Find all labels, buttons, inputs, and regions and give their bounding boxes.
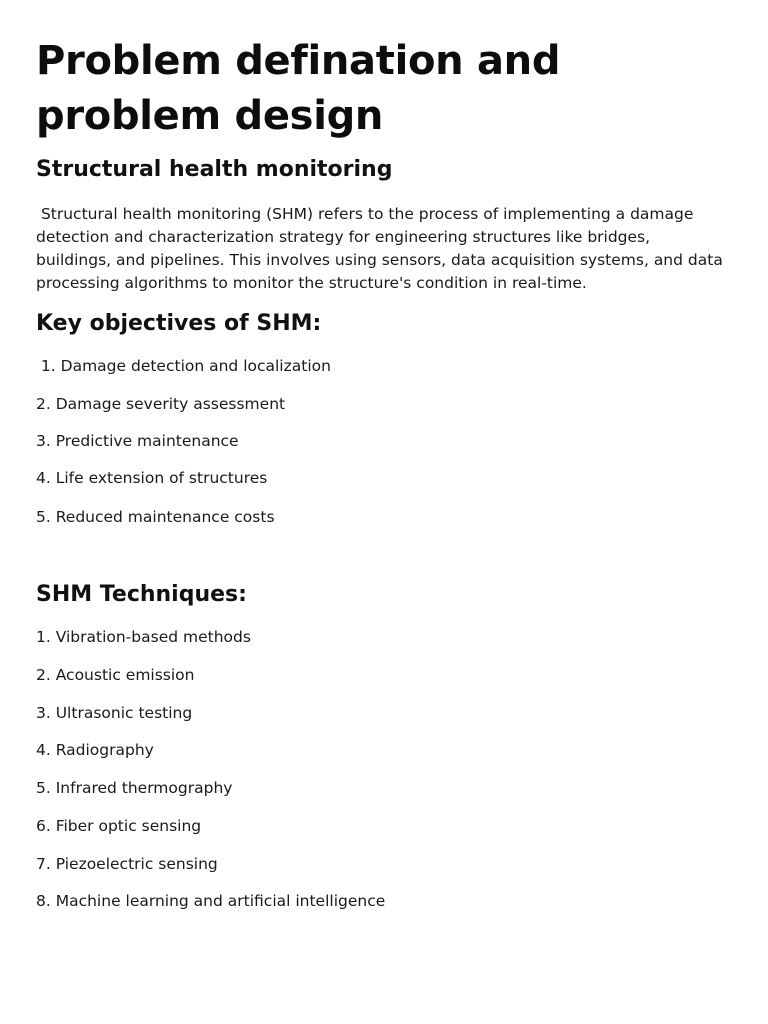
- list-item: 4. Radiography: [36, 741, 154, 759]
- list-item: 1. Damage detection and localization: [36, 357, 331, 375]
- shm-paragraph: Structural health monitoring (SHM) refers to the process of implementing a damage detection and characterization strategy for engineering structures like bridges, buildings, and pipelines. This involves using sensors, data acquisition systems, and data processing algorithms to monitor the structure's condition in real-time.: [36, 205, 728, 292]
- list-item: 2. Acoustic emission: [36, 666, 195, 684]
- list-item: 5. Reduced maintenance costs: [36, 508, 275, 526]
- list-item: 7. Piezoelectric sensing: [36, 855, 218, 873]
- section-heading-objectives: Key objectives of SHM:: [36, 311, 322, 336]
- page-title: Problem defination and problem design: [36, 38, 561, 139]
- list-item: 6. Fiber optic sensing: [36, 817, 202, 835]
- list-item: 1. Vibration-based methods: [36, 628, 251, 646]
- list-item: 2. Damage severity assessment: [36, 395, 286, 413]
- list-item: 3. Predictive maintenance: [36, 432, 239, 450]
- list-item: 3. Ultrasonic testing: [36, 704, 193, 722]
- section-heading-shm: Structural health monitoring: [36, 157, 393, 182]
- section-heading-techniques: SHM Techniques:: [36, 582, 247, 607]
- list-item: 5. Infrared thermography: [36, 779, 233, 797]
- list-item: 4. Life extension of structures: [36, 469, 268, 487]
- list-item: 8. Machine learning and artificial intelligence: [36, 892, 386, 910]
